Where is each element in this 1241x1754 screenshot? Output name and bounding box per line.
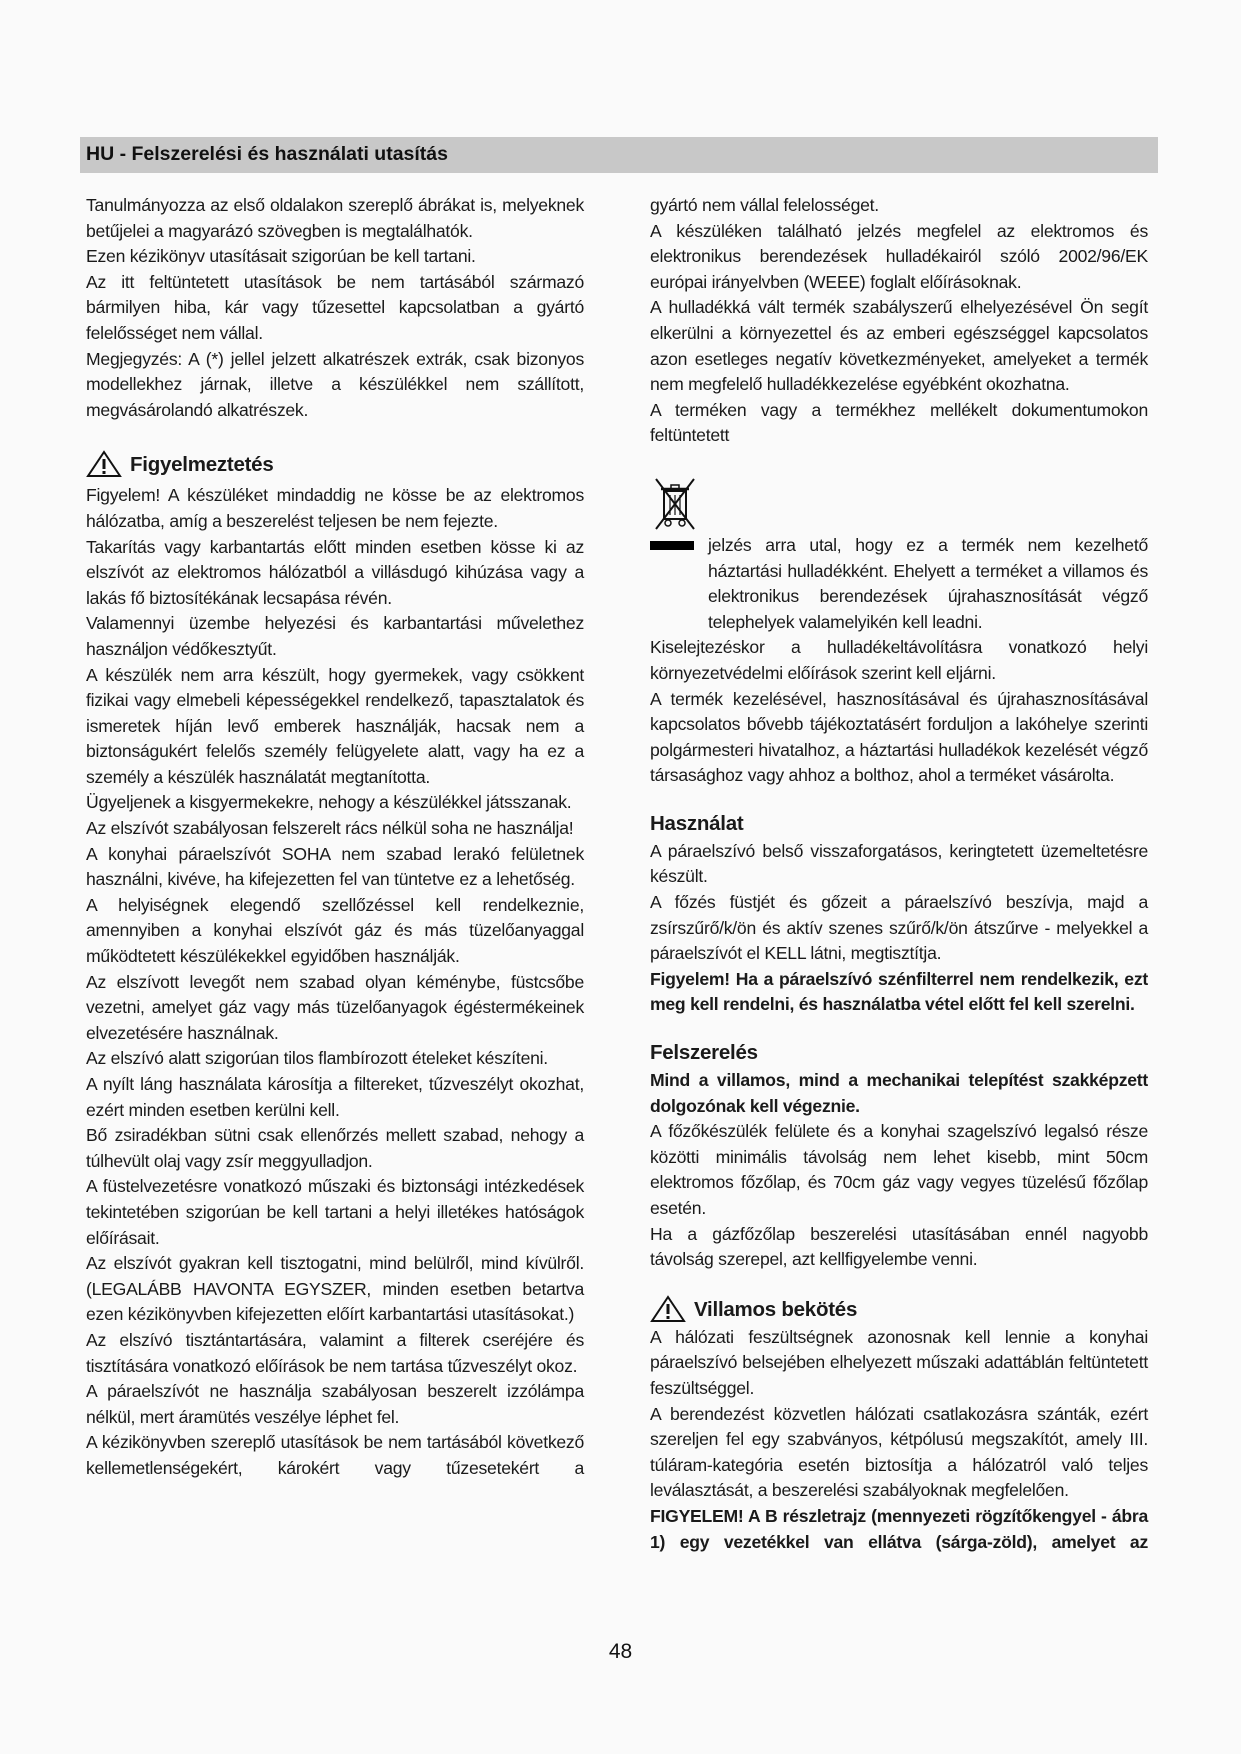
usage-paragraph: A páraelszívó belső visszaforgatásos, keringtetett üzemeltetésre készült.: [650, 840, 1148, 887]
intro-paragraph: Az itt feltüntetett utasítások be nem tartásából származó bármilyen hiba, kár vagy tűzesettel kapcsolatban a gyártó felelősséget nem vállal.: [86, 271, 584, 343]
warning-paragraph: Valamennyi üzembe helyezési és karbantartási művelethez használjon védőkesztyűt.: [86, 613, 584, 659]
warning-paragraph: A konyhai páraelszívót SOHA nem szabad lerakó felületnek használni, kivéve, ha kifejezetten fel van tüntetve ez a lehetőség.: [86, 843, 584, 890]
intro-paragraph: Ezen kézikönyv utasításait szigorúan be kell tartani.: [86, 246, 476, 267]
crossed-out-bin-icon: [652, 475, 698, 541]
weee-paragraph: A készüléken található jelzés megfelel az elektromos és elektronikus berendezések hulladékairól szóló 2002/96/EK európai irányelvben (WEEE) foglalt előírásoknak.: [650, 220, 1148, 292]
warning-title: Figyelmeztetés: [130, 453, 274, 477]
page-number: 48: [608, 1640, 633, 1663]
intro-paragraph: Tanulmányozza az első oldalakon szereplő ábrákat is, melyeknek betűjelei a magyarázó szövegben is megtalálhatók.: [86, 195, 584, 241]
weee-paragraph: A termék kezelésével, hasznosításával és újrahasznosításával kapcsolatos bővebb tájékoztatásért forduljon a lakóhelye szerinti polgármesteri hivatalhoz, a háztartási hulladékok kezelését végző társasághoz vagy ahhoz a bolthoz, ahol a terméket vásárolta.: [650, 688, 1148, 786]
right-column: [650, 193, 1148, 1555]
electric-warning: FIGYELEM! A B részletrajz (mennyezeti rögzítőkengyel - ábra 1) egy vezetékkel van ellátva (sárga-zöld), amelyet az: [650, 1505, 1148, 1552]
warning-paragraph: A készülék nem arra készült, hogy gyermekek, vagy csökkent fizikai vagy elmebeli képességekkel rendelkező, tapasztalatok és ismeretek híján levő emberek használják, hacsak nem a biztonságukért felelős személy felügyelete alatt, vagy ha ez a személy a készülék használatát megtanította.: [86, 664, 584, 787]
warning-paragraph: A füstelvezetésre vonatkozó műszaki és biztonsági intézkedések tekintetében szigorúan be kell tartani a helyi illetékes hatóságok előírásait.: [86, 1176, 584, 1248]
install-paragraph: A főzőkészülék felülete és a konyhai szagelszívó legalsó része közötti minimális távolság nem lehet kisebb, mint 50cm elektromos főzőlap, és 70cm gáz vagy vegyes tüzelésű főzőlap esetén.: [650, 1121, 1148, 1218]
usage-paragraph: A főzés füstjét és gőzeit a páraelszívó beszívja, majd a zsírszűrő/k/ön és aktív szenes szűrő/k/ön átszűrve - melyekkel a páraelszívót el KELL látni, megtisztítja.: [650, 892, 1148, 964]
weee-bar: [650, 541, 694, 550]
warning-triangle-icon: [650, 1295, 686, 1323]
left-column: [86, 193, 584, 1482]
warning-paragraph: Bő zsiradékban sütni csak ellenőrzés mellett szabad, nehogy a túlhevült olaj vagy zsír meggyulladjon.: [86, 1125, 584, 1171]
weee-symbol: [650, 475, 1148, 533]
warning-paragraph: Az elszívót gyakran kell tisztogatni, mind belülről, mind kívülről. (LEGALÁBB HAVONTA EGYSZER, minden esetben betartva ezen kézikönyvben kifejezetten előírt karbantartási utasításokat.): [86, 1253, 584, 1325]
warning-paragraph: Az elszívó alatt szigorúan tilos flambírozott ételeket készíteni.: [86, 1048, 548, 1069]
warning-paragraph: A nyílt láng használata károsítja a filtereket, tűzveszélyt okozhat, ezért minden esetben kerülni kell.: [86, 1074, 584, 1120]
install-paragraph: Ha a gázfőzőlap beszerelési utasításában ennél nagyobb távolság szerepel, azt kellfigyelembe venni.: [650, 1223, 1148, 1270]
weee-paragraph: jelzés arra utal, hogy ez a termék nem kezelhető háztartási hulladékként. Ehelyett a terméket a villamos és elektronikus berendezések újrahasznosítását végző telephelyek valamelyikén kell leadni.: [708, 534, 1148, 632]
warning-paragraph: Takarítás vagy karbantartás előtt minden esetben kösse ki az elszívót az elektromos hálózatból a villásdugó kihúzása vagy a lakás fő biztosítékának lecsapása révén.: [86, 536, 584, 608]
electric-paragraph: A berendezést közvetlen hálózati csatlakozásra szánták, ezért szereljen fel egy szabványos, kétpólusú megszakítót, amely III. túláram-kategória esetén biztosítja a hálózatról való teljes leválasztását, a beszerelési szabályoknak megfelelően.: [650, 1403, 1148, 1501]
electric-title: Villamos bekötés: [694, 1297, 858, 1321]
warning-triangle-icon: [86, 450, 122, 478]
weee-paragraph: A hulladékká vált termék szabályszerű elhelyezésével Ön segít elkerülni a környezettel és az emberi egészséggel kapcsolatos azon esetleges negatív következményeket, amelyeket a termék nem megfelelő hulladékkezelése egyébként okozhatna.: [650, 297, 1148, 395]
intro-paragraph: Megjegyzés: A (*) jellel jelzett alkatrészek extrák, csak bizonyos modellekhez járnak, illetve a készülékkel nem szállított, megvásárolandó alkatrészek.: [86, 348, 584, 420]
electric-paragraph: A hálózati feszültségnek azonosnak kell lennie a konyhai páraelszívó belsejében elhelyezett műszaki adattáblán feltüntetett feszültséggel.: [650, 1326, 1148, 1398]
warning-paragraph: Az elszívót szabályosan felszerelt rács nélkül soha ne használja!: [86, 818, 574, 839]
install-note: Mind a villamos, mind a mechanikai telepítést szakképzett dolgozónak kell végeznie.: [650, 1070, 1148, 1116]
weee-paragraph: Kiselejtezéskor a hulladékeltávolításra vonatkozó helyi környezetvédelmi előírások szerint kell eljárni.: [650, 637, 1148, 683]
warning-paragraph: Figyelem! A készüléket mindaddig ne kösse be az elektromos hálózatba, amíg a beszerelést teljesen be nem fejezte.: [86, 485, 584, 531]
page-title: HU - Felszerelési és használati utasítás: [86, 143, 448, 165]
weee-paragraph: A terméken vagy a termékhez mellékelt dokumentumokon feltüntetett: [650, 399, 1148, 446]
warning-paragraph: Az elszívó tisztántartására, valamint a filterek cseréjére és tisztítására vonatkozó előírások be nem tartása tűzveszélyt okoz.: [86, 1329, 584, 1376]
install-heading: Felszerelés: [650, 1041, 758, 1065]
section-header-bar: [80, 137, 1158, 173]
usage-warning: Figyelem! Ha a páraelszívó szénfilterrel nem rendelkezik, ezt meg kell rendelni, és használatba vétel előtt fel kell szerelni.: [650, 968, 1148, 1015]
weee-statement: [650, 533, 1148, 635]
warning-heading: [86, 450, 584, 478]
warning-paragraph: Az elszívott levegőt nem szabad olyan kéménybe, füstcsőbe vezetni, amelyet gáz vagy más tüzelőanyagok égéstermékeinek elvezetésére használnak.: [86, 971, 584, 1043]
warning-paragraph: A páraelszívót ne használja szabályosan beszerelt izzólámpa nélkül, mert áramütés veszélye léphet fel.: [86, 1381, 584, 1427]
warning-paragraph: A helyiségnek elegendő szellőzéssel kell rendelkeznie, amennyiben a konyhai elszívót gáz és más tüzelőanyaggal működtetett készülékekkel egyidőben használják.: [86, 894, 584, 967]
warning-paragraph: A kézikönyvben szereplő utasítások be nem tartásából következő kellemetlenségekért, károkért vagy tűzesetekért a: [86, 1432, 584, 1478]
electric-heading: [650, 1295, 1148, 1323]
warning-paragraph: Ügyeljenek a kisgyermekekre, nehogy a készülékkel játsszanak.: [86, 792, 572, 813]
usage-heading: Használat: [650, 811, 744, 835]
weee-paragraph: gyártó nem vállal felelosséget.: [650, 195, 879, 215]
